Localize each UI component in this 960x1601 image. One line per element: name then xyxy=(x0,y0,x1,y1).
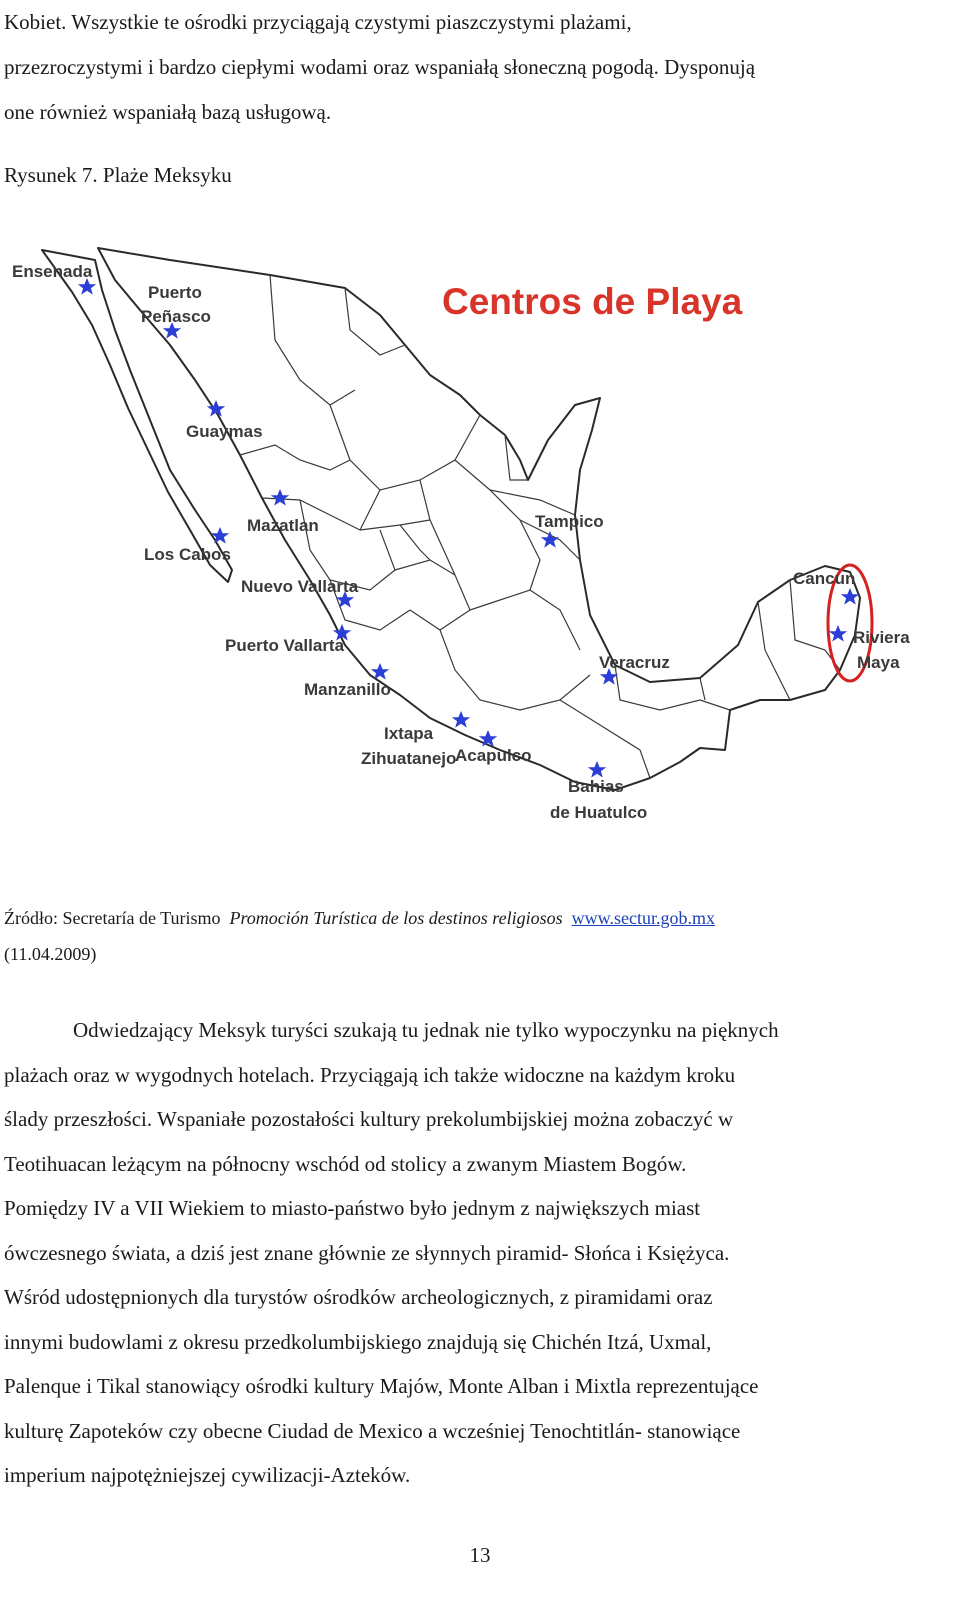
text-line: ówczesnego świata, a dziś jest znane głównie ze słynnych piramid- Słońca i Księżyca. xyxy=(4,1240,730,1265)
label-los-cabos: Los Cabos xyxy=(144,545,231,564)
label-puerto: Puerto xyxy=(148,283,202,302)
text-line: plażach oraz w wygodnych hotelach. Przyciągają ich także widoczne na każdym kroku xyxy=(4,1062,736,1087)
label-mazatlan: Mazatlan xyxy=(247,516,319,535)
source-title: Promoción Turística de los destinos religiosos xyxy=(229,908,563,928)
label-maya: Maya xyxy=(857,653,900,672)
label-penasco: Peñasco xyxy=(141,307,211,326)
text-line: one również wspaniałą bazą usługową. xyxy=(4,100,332,124)
source-prefix: Źródło: Secretaría de Turismo xyxy=(4,908,221,928)
label-acapulco: Acapulco xyxy=(455,746,532,765)
label-guaymas: Guaymas xyxy=(186,422,263,441)
figure-caption: Rysunek 7. Plaże Meksyku xyxy=(4,163,232,187)
label-nuevo-vallarta: Nuevo Vallarta xyxy=(241,577,359,596)
map-title: Centros de Playa xyxy=(442,281,743,322)
label-zihuatanejo: Zihuatanejo xyxy=(361,749,457,768)
text-line: Pomiędzy IV a VII Wiekiem to miasto-państwo było jednym z największych miast xyxy=(4,1196,701,1220)
text-line: Palenque i Tikal stanowiący ośrodki kultury Majów, Monte Alban i Mixtla reprezentujące xyxy=(4,1374,759,1398)
label-ensenada: Ensenada xyxy=(12,262,93,281)
label-puerto-vallarta: Puerto Vallarta xyxy=(225,636,345,655)
mainland-mexico-outline xyxy=(98,248,860,790)
source-line xyxy=(4,900,944,936)
label-tampico: Tampico xyxy=(535,512,604,531)
label-ixtapa: Ixtapa xyxy=(384,724,434,743)
body-paragraph xyxy=(4,1008,944,1498)
label-manzanillo: Manzanillo xyxy=(304,680,391,699)
source-date: (11.04.2009) xyxy=(4,944,97,964)
page-number: 13 xyxy=(469,1543,491,1567)
figure-source xyxy=(4,900,944,972)
intro-paragraph xyxy=(4,0,944,135)
label-de-huatulco: de Huatulco xyxy=(550,803,648,822)
label-bahias: Bahias xyxy=(568,777,624,796)
label-veracruz: Veracruz xyxy=(599,653,670,672)
source-link[interactable]: www.sectur.gob.mx xyxy=(571,908,715,928)
label-riviera: Riviera xyxy=(853,628,910,647)
mexico-beaches-map xyxy=(0,230,960,870)
text-line: Teotihuacan leżącym na północny wschód od stolicy a zwanym Miastem Bogów. xyxy=(4,1151,687,1176)
text-line: kulturę Zapoteków czy obecne Ciudad de Mexico a wcześniej Tenochtitlán- stanowiące xyxy=(4,1418,741,1443)
text-line: Kobiet. Wszystkie te ośrodki przyciągają czystymi piaszczystymi plażami, xyxy=(4,10,632,34)
text-line: przezroczystymi i bardzo ciepłymi wodami oraz wspaniałą słoneczną pogodą. Dysponują xyxy=(4,55,756,79)
text-line: Odwiedzający Meksyk turyści szukają tu jednak nie tylko wypoczynku na pięknych xyxy=(73,1018,779,1042)
label-cancun: Cancun xyxy=(793,569,856,588)
text-line: ślady przeszłości. Wspaniałe pozostałości kultury prekolumbijskiej można zobaczyć w xyxy=(4,1107,734,1131)
text-line: innymi budowlami z okresu przedkolumbijskiego znajdują się Chichén Itzá, Uxmal, xyxy=(4,1329,712,1354)
text-line: imperium najpotężniejszej cywilizacji-Azteków. xyxy=(4,1463,411,1487)
text-line: Wśród udostępnionych dla turystów ośrodków archeologicznych, z piramidami oraz xyxy=(4,1285,713,1309)
